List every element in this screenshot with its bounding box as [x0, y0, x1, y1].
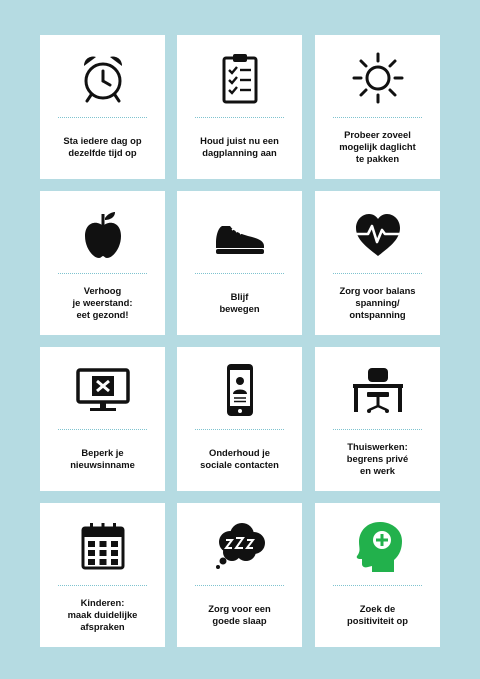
card-divider: [58, 117, 147, 118]
tip-card-daylight: [315, 35, 440, 179]
tip-card-wake-up: [40, 35, 165, 179]
card-divider: [333, 585, 422, 586]
tip-card-sleep: [177, 503, 302, 647]
tip-card-planning: [177, 35, 302, 179]
tip-label: Kinderen: maak duidelijke afspraken: [67, 597, 138, 632]
calendar-icon: [75, 518, 131, 574]
card-divider: [58, 273, 147, 274]
sun-icon: [350, 50, 406, 106]
sleep-cloud-icon: [212, 518, 268, 574]
tip-label: Zoek de positiviteit op: [347, 603, 408, 626]
card-divider: [195, 273, 284, 274]
tip-label: Verhoog je weerstand: eet gezond!: [72, 285, 133, 320]
card-divider: [58, 585, 147, 586]
card-divider: [333, 273, 422, 274]
monitor-x-icon: [75, 362, 131, 418]
tip-label: Zorg voor balans spanning/ ontspanning: [339, 285, 416, 320]
tip-label: Zorg voor een goede slaap: [208, 603, 271, 626]
desk-chair-icon: [350, 362, 406, 418]
tip-label: Beperk je nieuwsinname: [70, 447, 135, 470]
tip-card-eat-healthy: [40, 191, 165, 335]
alarm-clock-icon: [75, 50, 131, 106]
sneaker-icon: [212, 206, 268, 262]
tip-label: Houd juist nu een dagplanning aan: [200, 135, 279, 158]
smartphone-contact-icon: [212, 362, 268, 418]
heart-pulse-icon: [350, 206, 406, 262]
tip-card-balance: [315, 191, 440, 335]
card-divider: [195, 117, 284, 118]
tip-card-limit-news: [40, 347, 165, 491]
tip-card-social-contacts: [177, 347, 302, 491]
card-divider: [195, 585, 284, 586]
tip-label: Probeer zoveel mogelijk daglicht te pakken: [339, 129, 416, 164]
card-divider: [195, 429, 284, 430]
tip-card-children: [40, 503, 165, 647]
head-positive-icon: [350, 518, 406, 574]
tip-label: Blijf bewegen: [219, 291, 260, 314]
card-divider: [58, 429, 147, 430]
card-divider: [333, 429, 422, 430]
card-divider: [333, 117, 422, 118]
apple-icon: [75, 206, 131, 262]
clipboard-checklist-icon: [212, 50, 268, 106]
tip-label: Thuiswerken: begrens privé en werk: [346, 441, 409, 476]
tip-card-positivity: [315, 503, 440, 647]
tip-card-keep-moving: [177, 191, 302, 335]
tip-label: Onderhoud je sociale contacten: [200, 447, 279, 470]
tip-label: Sta iedere dag op dezelfde tijd op: [63, 135, 142, 158]
tip-card-work-from-home: [315, 347, 440, 491]
